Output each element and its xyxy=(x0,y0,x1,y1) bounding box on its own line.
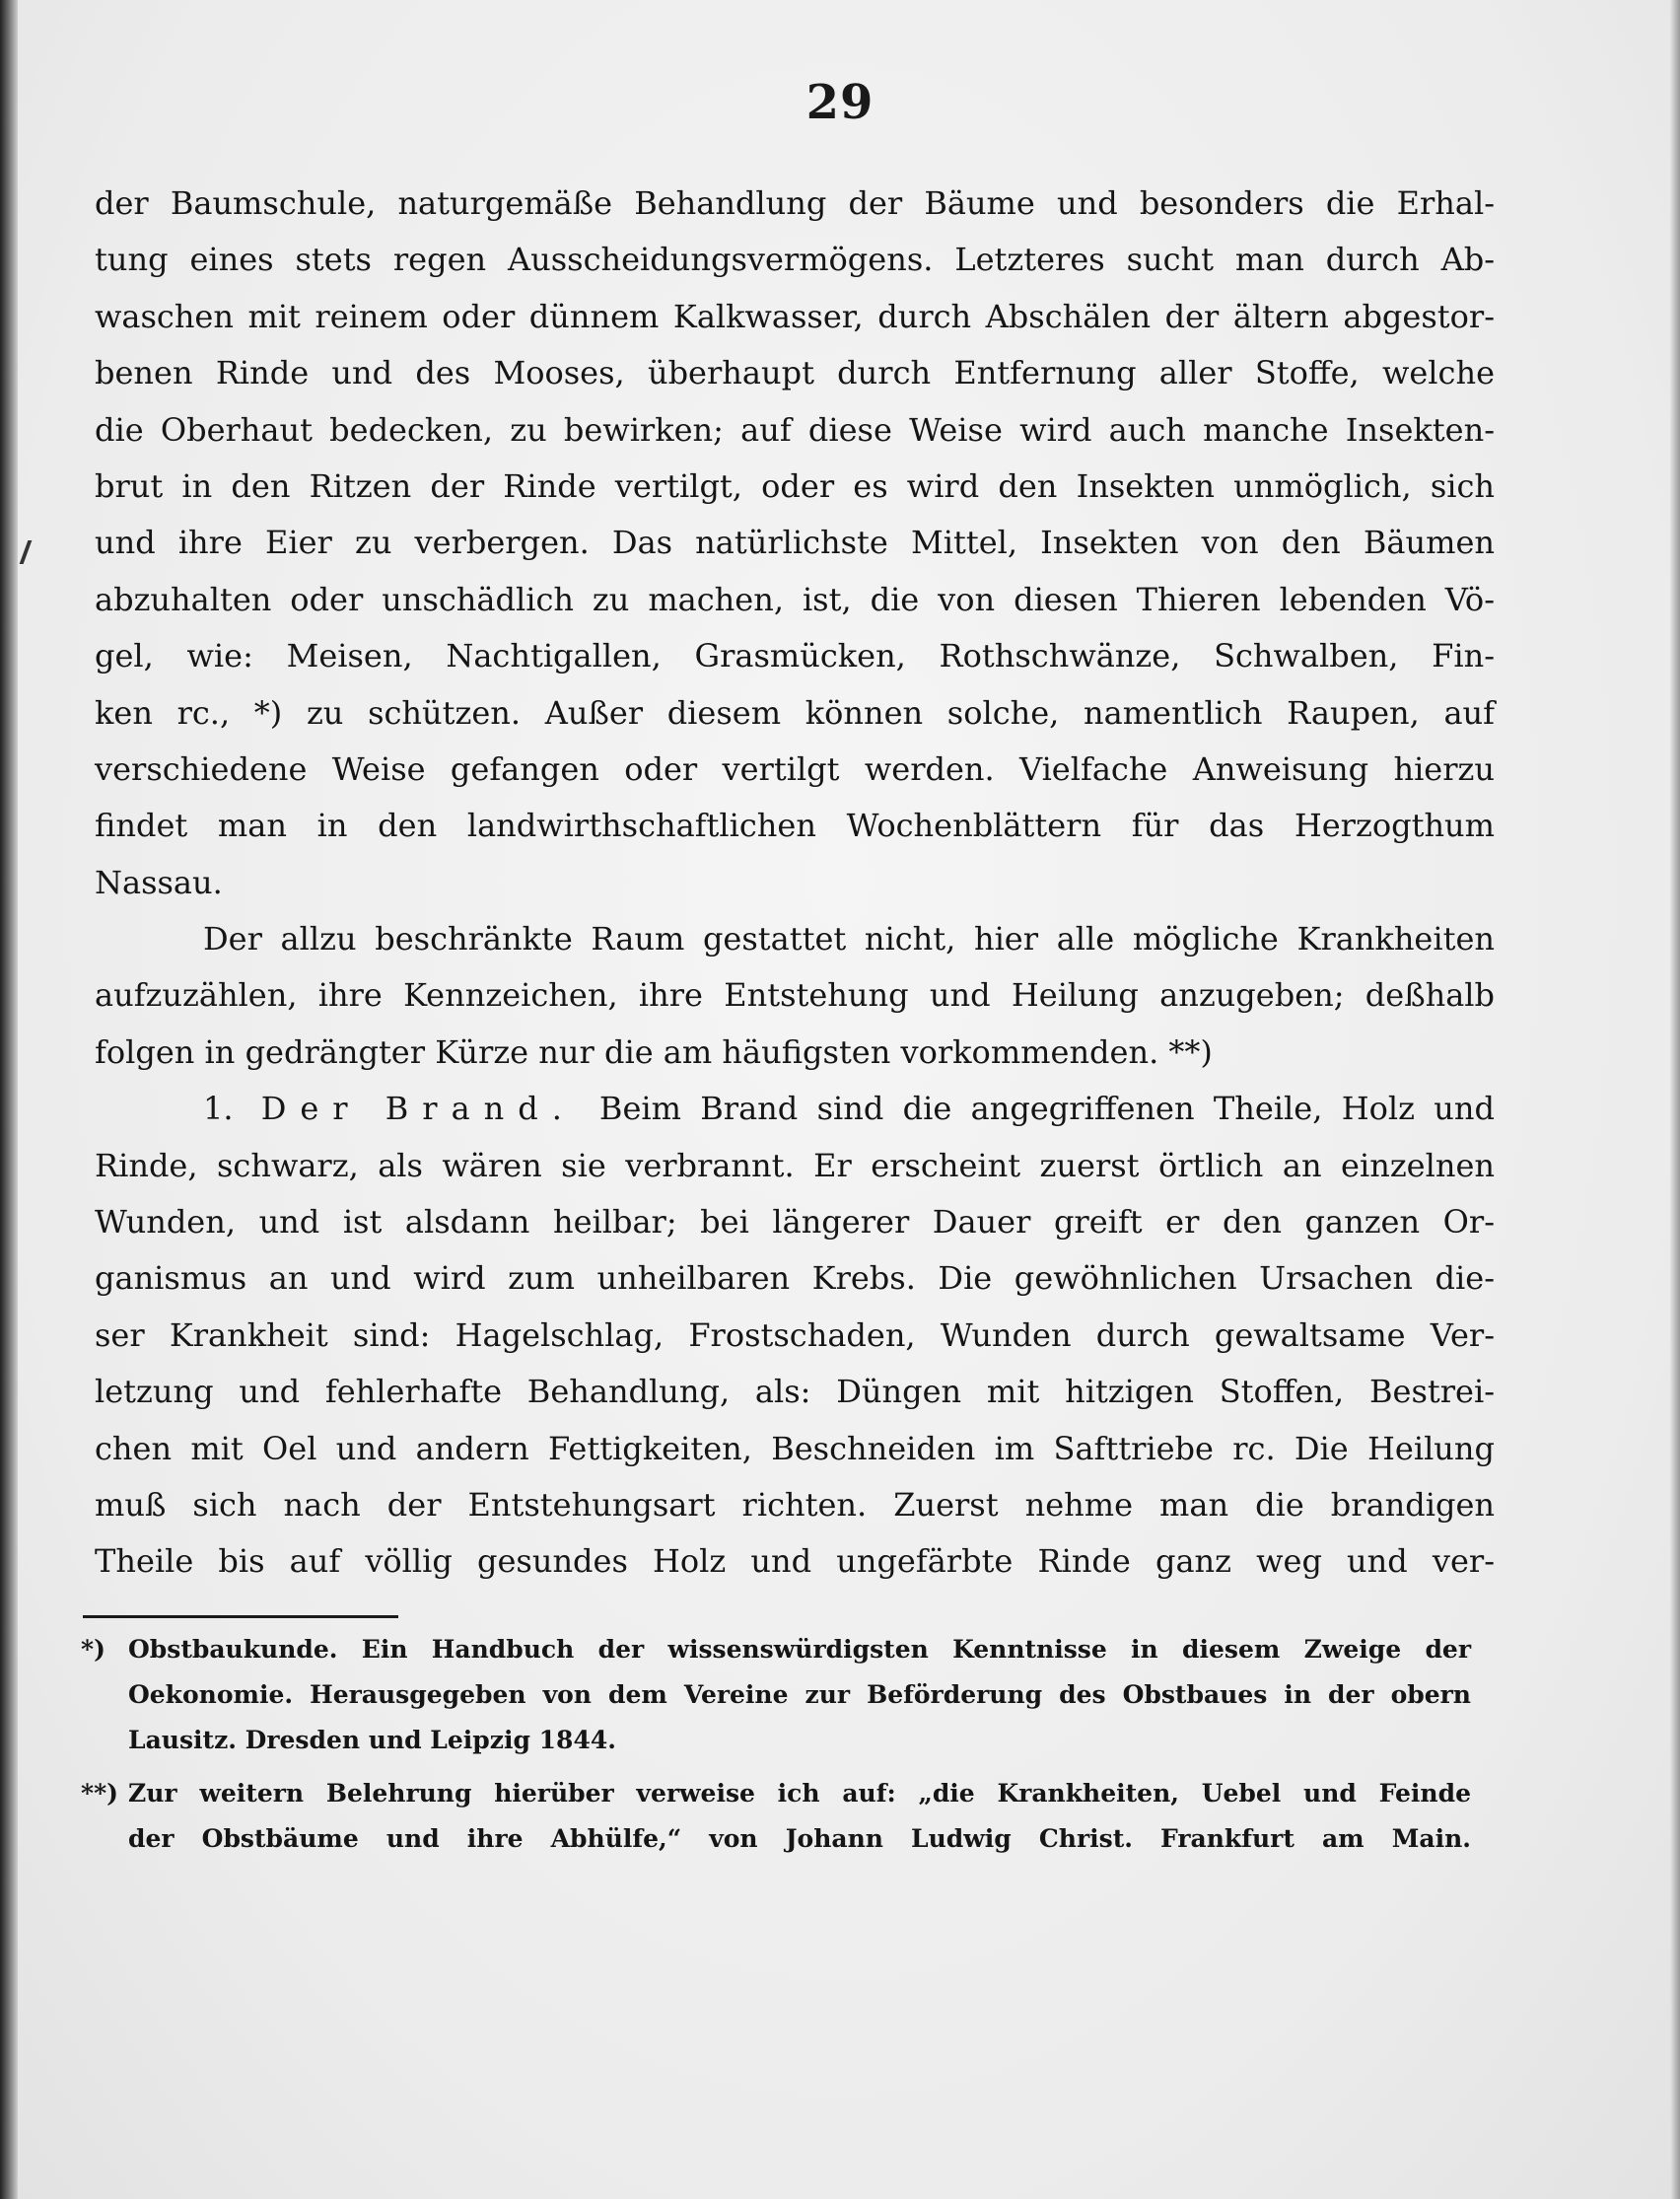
page-number: 29 xyxy=(805,75,875,130)
footnote-2 xyxy=(81,1771,1471,1862)
text-line: Der allzu beschränkte Raum gestattet nicht, hier alle mögliche Krankheiten xyxy=(203,920,1495,958)
text-line: verschiedene Weise gefangen oder vertilgt werden. Vielfache Anweisung hierzu xyxy=(95,749,1495,788)
text-line: ganismus an und wird zum unheilbaren Krebs. Die gewöhnlichen Ursachen die- xyxy=(95,1259,1495,1298)
text-line: abzuhalten oder unschädlich zu machen, ist, die von diesen Thieren lebenden Vö- xyxy=(95,580,1495,618)
text-line: muß sich nach der Entstehungsart richten. Zuerst nehme man die brandigen xyxy=(95,1485,1495,1524)
footnote-line: der Obstbäume und ihre Abhülfe,“ von Johann Ludwig Christ. Frankfurt am Main. xyxy=(128,1824,1471,1853)
text-line: tung eines stets regen Ausscheidungsvermögens. Letzteres sucht man durch Ab- xyxy=(95,241,1495,279)
footnote-line: Obstbaukunde. Ein Handbuch der wissenswürdigsten Kenntnisse in diesem Zweige der xyxy=(128,1635,1471,1664)
paragraph-1 xyxy=(95,176,1495,911)
margin-mark xyxy=(20,540,33,564)
footnote-divider xyxy=(83,1615,398,1618)
footnote-line: Zur weitern Belehrung hierüber verweise ich auf: „die Krankheiten, Uebel und Feinde xyxy=(128,1779,1471,1808)
text-line: Theile bis auf völlig gesundes Holz und ungefärbte Rinde ganz weg und ver- xyxy=(95,1542,1495,1581)
text-line: Wunden, und ist alsdann heilbar; bei längerer Dauer greift er den ganzen Or- xyxy=(95,1203,1495,1241)
footnote-1 xyxy=(81,1627,1471,1763)
footnote-marker: *) xyxy=(81,1635,105,1664)
footnote-line: Lausitz. Dresden und Leipzig 1844. xyxy=(128,1726,616,1754)
section-number: 1. xyxy=(203,1090,234,1128)
text-line: waschen mit reinem oder dünnem Kalkwasser, durch Abschälen der ältern abgestor- xyxy=(95,297,1495,335)
text-line: die Oberhaut bedecken, zu bewirken; auf diese Weise wird auch manche Insekten- xyxy=(95,410,1495,449)
text-line: ser Krankheit sind: Hagelschlag, Frostschaden, Wunden durch gewaltsame Ver- xyxy=(95,1315,1495,1354)
text-line: folgen in gedrängter Kürze nur die am häufigsten vorkommenden. **) xyxy=(95,1032,1213,1071)
text-line: und ihre Eier zu verbergen. Das natürlichste Mittel, Insekten von den Bäumen xyxy=(95,524,1495,562)
text-line: benen Rinde und des Mooses, überhaupt durch Entfernung aller Stoffe, welche xyxy=(95,354,1495,392)
text-line: aufzuzählen, ihre Kennzeichen, ihre Entstehung und Heilung anzugeben; deßhalb xyxy=(95,976,1495,1015)
text-line: gel, wie: Meisen, Nachtigallen, Grasmücken, Rothschwänze, Schwalben, Fin- xyxy=(95,637,1495,675)
page-edge-right xyxy=(1670,0,1680,2199)
text-line: letzung und fehlerhafte Behandlung, als: Düngen mit hitzigen Stoffen, Bestrei- xyxy=(95,1373,1495,1411)
text-line: findet man in den landwirthschaftlichen Wochenblättern für das Herzogthum xyxy=(95,807,1495,845)
footnote-marker: **) xyxy=(81,1779,118,1808)
section-heading-group xyxy=(203,1081,576,1137)
text-line: der Baumschule, naturgemäße Behandlung der Bäume und besonders die Erhal- xyxy=(95,184,1495,222)
text-line: chen mit Oel und andern Fettigkeiten, Beschneiden im Safttriebe rc. Die Heilung xyxy=(95,1429,1495,1467)
section-first-line xyxy=(95,1081,1495,1137)
footnotes xyxy=(81,1627,1471,1862)
text-line: brut in den Ritzen der Rinde vertilgt, oder es wird den Insekten unmöglich, sich xyxy=(95,466,1495,505)
section-heading: Der Brand. xyxy=(260,1090,576,1128)
page-binding-shadow xyxy=(0,0,18,2199)
paragraph-3 xyxy=(95,1081,1495,1591)
paragraph-2 xyxy=(95,911,1495,1081)
main-text xyxy=(95,176,1495,1591)
text-line: Rinde, schwarz, als wären sie verbrannt. Er erscheint zuerst örtlich an einzelnen xyxy=(95,1146,1495,1184)
text-line: ken rc., *) zu schützen. Außer diesem können solche, namentlich Raupen, auf xyxy=(95,693,1495,732)
text-line-rest: Beim Brand sind die angegriffenen Theile, Holz und xyxy=(598,1090,1495,1128)
text-line: Nassau. xyxy=(95,863,223,901)
footnote-line: Oekonomie. Herausgegeben von dem Vereine zur Beförderung des Obstbaues in der obern xyxy=(128,1680,1471,1709)
